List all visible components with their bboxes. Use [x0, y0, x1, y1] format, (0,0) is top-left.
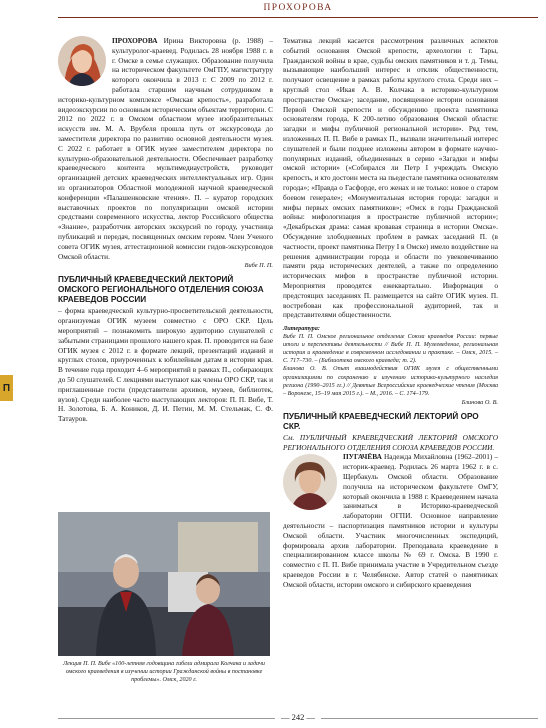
- entry-title-lectorium: ПУБЛИЧНЫЙ КРАЕВЕДЧЕСКИЙ ЛЕКТОРИЙ ОМСКОГО РЕГИОНАЛЬНОГО ОТДЕЛЕНИЯ СОЮЗА КРАЕВЕДОВ РОССИИ: [58, 275, 264, 305]
- bio-pugachyova: Надежда Михайловна (1962–2001) – историк-краевед. Родилась 26 марта 1962 г. в с. Щербакуль Омской области. Образование получила на историческом факультете ОмГУ, который окончила в 1988 г. Краеведением начала заниматься в Историко-краеведческой лаборатории ОГПИ. Основное направление деятельности – паспортизация памятников истории и культуры Омской области. Участник многочисленных экспедиций, формировала архив лаборатории. Преподавала краеведение в специализированном классе школы № 69 г. Омска. В 1990 г. совместно с П. П. Вибе принимала участие в Учредительном съезде краеведов России в г. Челябинске. Автор статей о памятниках Омской области, истории омского и сибирского краеведения: [283, 452, 498, 589]
- letter-tab[interactable]: П: [0, 375, 13, 401]
- bio-prokhorova: Ирина Викторовна (р. 1988) – культуролог-краевед. Родилась 28 ноября 1988 г. в г. Омске в семье служащих. Образование получила на историческом факультете ОмГПУ, магистратуру которого окончила в 2013 г. С 2009 по 2012 г. работала старшим научным сотрудником в историко-культурном комплексе «Омская крепость», разработала видеоэкскурсии по основным историческим объектам территории. С 2012 по 2022 г. в Омском областном музее изобразительных искусств им. М. А. Врубеля прошла путь от экскурсовода до заместителя директора по развитию основной деятельности музея. С 2022 г. работает в ОГИК музее заместителем директора по культурно-образовательной деятельности. Обеспечивает разработку краеведческого контента мультимедиаустройств, руководит организацией детских краеведческих интеллектуальных игр. Один из организаторов Областной молодежной научной краеведческой конференции «Палашенковские чтения». П. – куратор городских выставочных проектов по популяризации омской истории средствами современного искусства, лектор Российского общества «Знание», разработчик авторских экскурсий по городу, участница публикаций и передач, посвященных омским героям. Член Ученого совета ОГИК музея, аттестационной комиссии гидов-экскурсоводов Омской области.: [58, 36, 273, 261]
- portrait-prokhorova: [58, 36, 106, 86]
- header-rule: [58, 17, 538, 18]
- page-number: — 242 —: [275, 712, 321, 722]
- literature-item: Вибе П. П. Омское региональное отделение Союза краеведов России: первые итоги и перспективы деятельности // Вибе П. П. Музееведение, региональная история и краеведение в современном исследовании и практике. – Омск, 2015. – С. 717–730. – (Библиотека омского краеведа; т. 2).: [283, 334, 498, 365]
- right-column: [283, 36, 498, 590]
- literature-heading: Литература:: [283, 325, 320, 333]
- left-column: [58, 36, 273, 424]
- lectorium-text-left: – форма краеведческой культурно-просветительской деятельности, организуемая ОГИК музеем совместно с ОРО СКР. Цель мероприятий – познакомить широкую аудиторию слушателей с забытыми страницами прошлого нашего края. П. проводится на базе ОГИК музея с 2012 г. в формате лекций, презентаций изданий и круглых столов, приуроченных к юбилейным датам в истории края. В течение года проходит 4–6 мероприятий в рамках П., собирающих до 50 слушателей. С лекциями выступают как члены ОРО СКР, так и приглашенные гости (представители архивов, музеев, библиотек, вузов). Среди наиболее часто выступающих лекторов: П. П. Вибе, Т. Н. Золотова, Б. А. Коников, Д. И. Петин, М. М. Стельмак, С. Ф. Татауров.: [58, 306, 273, 424]
- page-header: [58, 0, 538, 20]
- entry-title-oro-skr: ПУБЛИЧНЫЙ КРАЕВЕДЧЕСКИЙ ЛЕКТОРИЙ ОРО СКР.: [283, 411, 479, 431]
- running-head: ПРОХОРОВА: [255, 3, 340, 13]
- lectorium-text-right: Тематика лекций касается рассмотрения различных аспектов событий основания Омской крепости, археологии г. Тары, Гражданской войны в крае, судьбы омских памятников и т. д. Темы, вызывающие наибольший интерес и отклик общественности, получают освещение в рамках работы круглого стола. Среди них – круглый стол «Икая А. В. Колчака в историко-культурном пространстве Омска»; заседание, посвященное истории основания Первой Омской крепости и обсуждению проекта памятника основателям города, К 200-летию образования Омской области: загадки и мифы публичной региональной истории». Ряд тем, изложенных П. П. Вибе в рамках П., вызвали значительный интерес слушателей и были позднее изложены автором в формате научно-популярных изданий, объединенных в серию «Загадки и мифы омской истории» («Собирался ли Петр I учреждать Омскую крепость, и кто достоин места на пьедестале памятника основателям города»; «Правда о Гасфорде, его женах и не только: новое о старом боевом генерале»; «Монументальная история города: загадки и мифы первых омских памятников»; «Омск в годы Гражданской войны: мифологизация в пространстве публичной истории»; «Декабрьская драма: самая кровавая страница в истории Омска». Обсуждение злободневных проблем в рамках заседаний П. (в частности, проект памятника Петру I в Омске) имело воздействие на решения администрации города и области по увековечиванию памяти ряда исторических деятелей, а также по определению исторических мифов в пространстве публичной истории. Мероприятия проводятся ежеквартально. Информация о предстоящих заседаниях П. размещается на сайте ОГИК музея. П. востребован как профессиональной аудиторией, так и представителями общественности.: [283, 36, 498, 320]
- entry-name-prokhorova: ПРОХОРОВА: [112, 36, 158, 45]
- lecture-photo: [58, 512, 270, 656]
- signature-prokhorova: Вибе П. П.: [244, 262, 273, 270]
- photo-caption: Лекция П. П. Вибе «100-летняя годовщина гибели адмирала Колчака и задачи омского краеведения в изучении истории Гражданской войны в постановке проблемы». Омск, 2020 г.: [63, 661, 265, 683]
- signature-blinova: Блинова О. В.: [461, 398, 498, 406]
- entry-name-pugachyova: ПУГАЧЁВА: [343, 452, 382, 462]
- page-footer: [58, 712, 538, 724]
- see-also-reference: См. ПУБЛИЧНЫЙ КРАЕВЕДЧЕСКИЙ ЛЕКТОРИЙ ОМСКОГО РЕГИОНАЛЬНОГО ОТДЕЛЕНИЯ СОЮЗА КРАЕВЕДОВ РОССИИ.: [283, 432, 498, 452]
- literature-item: Блинова О. В. Опыт взаимодействия ОГИК музея с общественными организациями по сохранению и изучению историко-культурного наследия региона (1990–2015 гг.) // Девятые Всероссийские краеведческие чтения (Москва – Воронеж, 15–19 мая 2015 г.). – М., 2016. – С. 174–179.: [283, 366, 498, 397]
